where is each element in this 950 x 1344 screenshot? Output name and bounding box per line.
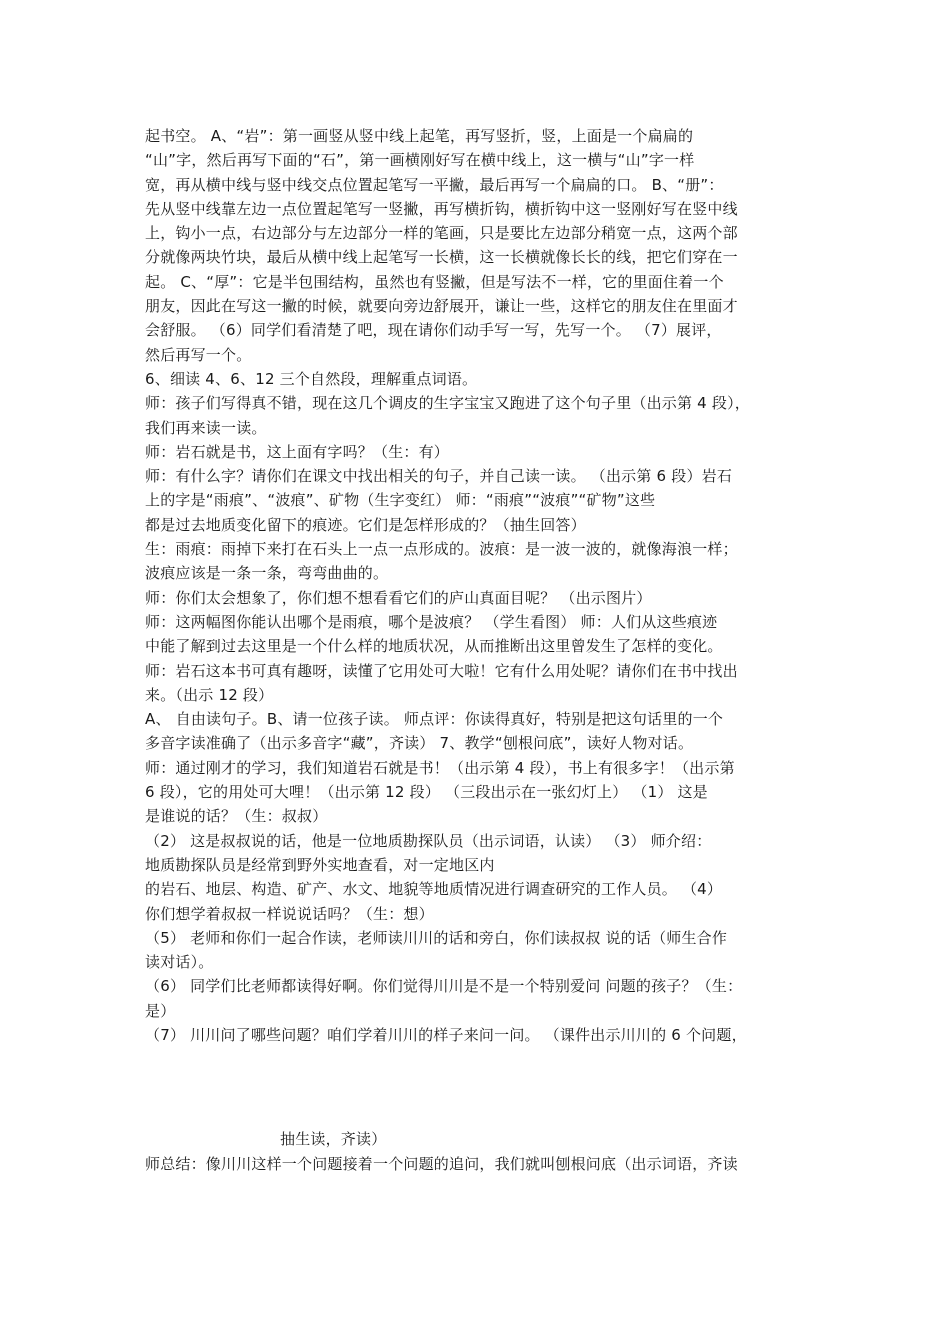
text-line: 师：岩石就是书，这上面有字吗？（生：有）	[145, 442, 450, 461]
text-line: 师：通过刚才的学习，我们知道岩石就是书！（出示第 4 段），书上有很多字！（出示第	[145, 758, 735, 777]
text-line: 宽，再从横中线与竖中线交点位置起笔写一平撇，最后再写一个扁扁的口。 B、“册”：	[145, 175, 724, 194]
text-line: 会舒服。 （6）同学们看清楚了吧，现在请你们动手写一写，先写一个。 （7）展评，	[145, 321, 722, 340]
text-line: 师：孩子们写得真不错，现在这几个调皮的生字宝宝又跑进了这个句子里（出示第 4 段），	[145, 394, 750, 413]
text-line: （6） 同学们比老师都读得好啊。你们觉得川川是不是一个特别爱问 问题的孩子？（生：	[145, 977, 743, 996]
text-line: 起书空。 A、“岩”：第一画竖从竖中线上起笔，再写竖折，竖，上面是一个扁扁的	[145, 127, 694, 145]
text-line: 起。 C、“厚”：它是半包围结构，虽然也有竖撇，但是写法不一样，它的里面住着一个	[145, 272, 724, 291]
text-line: 然后再写一个。	[145, 345, 252, 364]
text-line: 师：你们太会想象了，你们想不想看看它们的庐山真面目呢？ （出示图片）	[145, 588, 652, 607]
text-line: （7） 川川问了哪些问题？咱们学着川川的样子来问一问。 （课件出示川川的 6 个问题，	[145, 1025, 747, 1044]
text-line: 师：有什么字？请你们在课文中找出相关的句子，并自己读一读。 （出示第 6 段）岩石	[145, 467, 733, 486]
text-line: 师：这两幅图你能认出哪个是雨痕，哪个是波痕？ （学生看图） 师：人们从这些痕迹	[145, 612, 718, 631]
blank-space	[145, 1047, 815, 1127]
text-line: 我们再来读一读。	[145, 418, 267, 437]
text-line: 师：岩石这本书可真有趣呀，读懂了它用处可大啦！它有什么用处呢？请你们在书中找出	[145, 661, 738, 680]
text-line: “山”字，然后再写下面的“石”，第一画横刚好写在横中线上，这一横与“山”字一样	[145, 151, 695, 170]
text-line: 上的字是“雨痕”、“波痕”、矿物（生字变红） 师：“雨痕”“波痕”“矿物”这些	[145, 491, 656, 510]
text-line: 多音字读准确了（出示多音字“藏”，齐读） 7、教学“刨根问底”，读好人物对话。	[145, 734, 694, 753]
text-line: 6 段），它的用处可大哩！（出示第 12 段） （三段出示在一张幻灯上） （1） 这是	[145, 783, 708, 802]
text-line: 波痕应该是一条一条，弯弯曲曲的。	[145, 564, 389, 583]
text-line: 读对话）。	[145, 953, 214, 972]
text-line: 是谁说的话？（生：叔叔）	[145, 807, 328, 826]
text-line: 师总结：像川川这样一个问题接着一个问题的追问，我们就叫刨根问底（出示词语，齐读	[145, 1154, 738, 1173]
text-line: 先从竖中线靠左边一点位置起笔写一竖撇，再写横折钩，横折钩中这一竖刚好写在竖中线	[145, 199, 738, 218]
text-line: 中能了解到过去这里是一个什么样的地质状况，从而推断出这里曾发生了怎样的变化。	[145, 637, 723, 656]
text-line: 的岩石、地层、构造、矿产、水文、地貌等地质情况进行调查研究的工作人员。 （4）	[145, 880, 723, 899]
text-line: 抽生读，齐读）	[280, 1130, 387, 1149]
text-line: 分就像两块竹块，最后从横中线上起笔写一长横，这一长横就像长长的线，把它们穿在一	[145, 248, 738, 267]
text-line: 地质勘探队员是经常到野外实地查看，对一定地区内	[145, 855, 495, 874]
text-line: 朋友，因此在写这一撇的时候，就要向旁边舒展开，谦让一些，这样它的朋友住在里面才	[145, 297, 738, 316]
text-line: 都是过去地质变化留下的痕迹。它们是怎样形成的？（抽生回答）	[145, 515, 586, 534]
text-line: 上，钩小一点，右边部分与左边部分一样的笔画，只是要比左边部分稍宽一点，这两个部	[145, 224, 738, 243]
document-body	[145, 124, 815, 1176]
text-line: A、 自由读句子。B、请一位孩子读。 师点评：你读得真好，特别是把这句话里的一个	[145, 710, 724, 729]
text-line: 是）	[145, 1001, 176, 1020]
text-line: （2） 这是叔叔说的话，他是一位地质勘探队员（出示词语，认读） （3） 师介绍：	[145, 831, 712, 850]
text-line: 生：雨痕：雨掉下来打在石头上一点一点形成的。波痕：是一波一波的，就像海浪一样；	[145, 540, 738, 559]
text-line: （5） 老师和你们一起合作读，老师读川川的话和旁白，你们读叔叔 说的话（师生合作	[145, 928, 728, 947]
text-line: 来。（出示 12 段）	[145, 685, 274, 704]
text-line: 你们想学着叔叔一样说说话吗？（生：想）	[145, 904, 434, 923]
section-heading: 6、细读 4、6、12 三个自然段，理解重点词语。	[145, 369, 478, 388]
